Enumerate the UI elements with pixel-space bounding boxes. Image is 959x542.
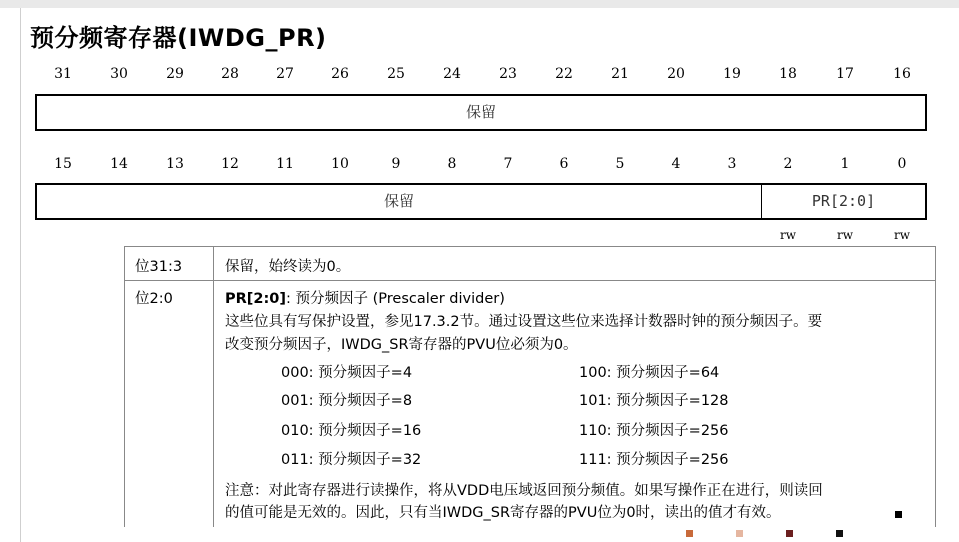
black-marker (836, 530, 843, 537)
bit-number: 2 (783, 156, 793, 172)
bit-number: 6 (559, 156, 569, 172)
access-label: rw (893, 228, 910, 242)
reserved-field-low: 保留 (383, 192, 414, 210)
access-label: rw (836, 228, 853, 242)
bit-number: 13 (166, 156, 184, 172)
register-high-box (35, 94, 927, 131)
divider-option: 000: 预分频因子=4 (281, 365, 413, 381)
bit-number: 3 (727, 156, 737, 172)
bit-number: 8 (447, 156, 457, 172)
register-low-box (35, 183, 927, 220)
divider-option: 111: 预分频因子=256 (579, 452, 729, 468)
bit-number: 17 (836, 66, 854, 82)
divider-option: 011: 预分频因子=32 (281, 452, 422, 468)
bit-number: 31 (54, 66, 72, 82)
bit-number: 15 (54, 156, 72, 172)
row2-bits: 位2:0 (135, 291, 173, 307)
divider-option: 001: 预分频因子=8 (281, 393, 413, 409)
bit-number: 4 (671, 156, 681, 172)
bit-number: 10 (331, 156, 349, 172)
field-name: PR[2:0] (225, 291, 287, 307)
field-heading (225, 287, 505, 308)
bit-number: 29 (166, 66, 184, 82)
bit-number: 16 (893, 66, 911, 82)
description-line: 改变预分频因子，IWDG_SR寄存器的PVU位必须为0。 (225, 337, 578, 353)
bit-number: 22 (555, 66, 573, 82)
bit-number: 25 (387, 66, 405, 82)
orange-marker (686, 530, 693, 537)
divider-option: 100: 预分频因子=64 (579, 365, 720, 381)
row-divider (125, 280, 935, 281)
dark-red-marker (786, 530, 793, 537)
bit-number: 24 (443, 66, 461, 82)
black-marker (895, 511, 902, 518)
field-description: : 预分频因子 (Prescaler divider) (286, 291, 505, 307)
divider-option: 101: 预分频因子=128 (579, 393, 729, 409)
bit-number: 23 (499, 66, 517, 82)
pink-marker (736, 530, 743, 537)
bit-number: 0 (897, 156, 907, 172)
description-line: 这些位具有写保护设置，参见17.3.2节。通过设置这些位来选择计数器时钟的预分频因子。要 (225, 314, 823, 330)
divider-option: 010: 预分频因子=16 (281, 423, 422, 439)
bit-numbers-high (35, 66, 929, 88)
left-border (20, 8, 21, 542)
note-line: 的值可能是无效的。因此，只有当IWDG_SR寄存器的PVU位为0时，读出的值才有效。 (225, 505, 781, 521)
row1-bits: 位31:3 (135, 259, 183, 275)
bit-number: 5 (615, 156, 625, 172)
bit-number: 11 (276, 156, 294, 172)
bit-description-table (124, 246, 936, 527)
bit-number: 12 (221, 156, 239, 172)
page-title: 预分频寄存器(IWDG_PR) (30, 24, 327, 52)
reserved-field-high: 保留 (465, 103, 496, 121)
column-divider (213, 247, 214, 527)
bit-number: 7 (503, 156, 513, 172)
bit-number: 28 (221, 66, 239, 82)
note-line: 注意：对此寄存器进行读操作，将从VDD电压域返回预分频值。如果写操作正在进行，则读回 (225, 483, 823, 499)
bit-number: 1 (840, 156, 850, 172)
divider-option: 110: 预分频因子=256 (579, 423, 729, 439)
bit-numbers-low (35, 156, 929, 178)
bit-number: 14 (110, 156, 128, 172)
bit-number: 18 (779, 66, 797, 82)
bit-number: 21 (611, 66, 629, 82)
bit-number: 20 (667, 66, 685, 82)
bit-number: 9 (391, 156, 401, 172)
row1-description: 保留，始终读为0。 (225, 259, 351, 275)
access-label: rw (779, 228, 796, 242)
top-border (0, 0, 959, 8)
pr-field: PR[2:0] (811, 192, 876, 210)
bit-number: 27 (276, 66, 294, 82)
bit-number: 19 (723, 66, 741, 82)
bit-number: 30 (110, 66, 128, 82)
bit-number: 26 (331, 66, 349, 82)
